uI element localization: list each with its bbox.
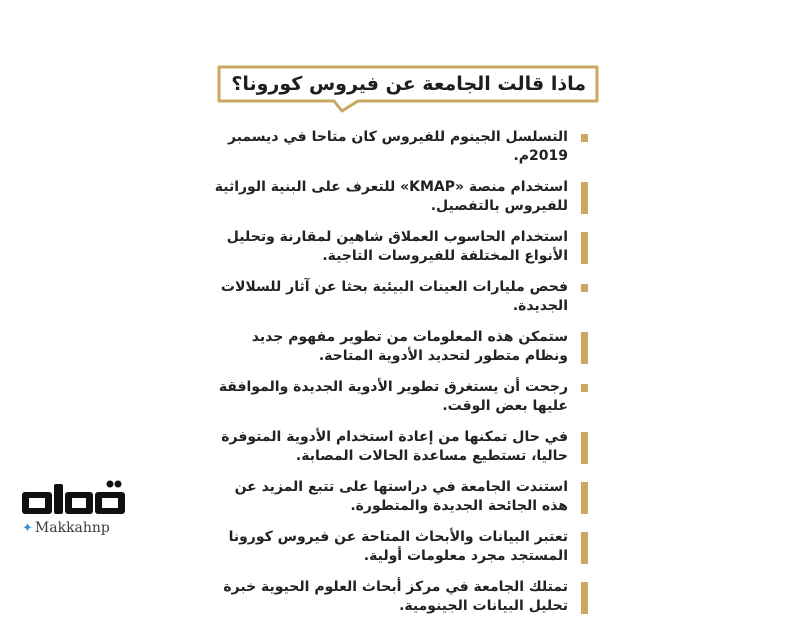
- list-item: [208, 478, 588, 516]
- item-text: ستمكن هذه المعلومات من تطوير مفهوم جديد ونظام متطور لتحديد الأدوية المتاحة.: [251, 329, 568, 364]
- title-bubble: [216, 64, 600, 104]
- makkah-logo: [20, 478, 140, 540]
- item-text: استخدام الحاسوب العملاق شاهين لمقارنة وتحليل الأنواع المختلفة للفيروسات التاجية.: [226, 229, 568, 264]
- twitter-handle: [22, 520, 110, 536]
- item-text: تعتبر البيانات والأبحاث المتاحة عن فيروس كورونا المستجد مجرد معلومات أولية.: [228, 529, 568, 564]
- list-item: [208, 428, 588, 466]
- handle-text: Makkahnp: [34, 520, 110, 536]
- list-item: [208, 228, 588, 266]
- list-item: [208, 178, 588, 216]
- item-text: تمتلك الجامعة في مركز أبحاث العلوم الحيوية خبرة تحليل البيانات الجينومية.: [223, 579, 568, 614]
- item-text: فحص مليارات العينات البيئية بحثا عن آثار للسلالات الجديدة.: [220, 279, 568, 314]
- bullet-bar: [581, 482, 588, 514]
- bullet-bar: [581, 432, 588, 464]
- bullet-bar: [581, 332, 588, 364]
- list-item: [208, 328, 588, 366]
- bullet-bar: [581, 134, 588, 142]
- item-text: في حال تمكنها من إعادة استخدام الأدوية المتوفرة حاليا، تستطيع مساعدة الحالات المصابة.: [221, 429, 568, 464]
- list-item: [208, 378, 588, 416]
- bullet-bar: [581, 582, 588, 614]
- bullet-bar: [581, 284, 588, 292]
- bullet-bar: [581, 182, 588, 214]
- bullet-bar: [581, 384, 588, 392]
- twitter-bird-icon: ✦: [22, 521, 33, 536]
- item-text: استخدام منصة «KMAP» للتعرف على البنية الوراثية للفيروس بالتفصيل.: [214, 179, 568, 214]
- facts-list: [208, 128, 588, 628]
- makkah-logo-glyph: [20, 478, 130, 520]
- page-title: ماذا قالت الجامعة عن فيروس كورونا؟: [231, 73, 586, 95]
- list-item: [208, 278, 588, 316]
- list-item: [208, 528, 588, 566]
- bullet-bar: [581, 232, 588, 264]
- item-text: استندت الجامعة في دراستها على تتبع المزيد عن هذه الجائحة الجديدة والمتطورة.: [234, 479, 568, 514]
- item-text: رجحت أن يستغرق تطوير الأدوية الجديدة والموافقة عليها بعض الوقت.: [218, 379, 568, 414]
- list-item: [208, 128, 588, 166]
- bullet-bar: [581, 532, 588, 564]
- list-item: [208, 578, 588, 616]
- item-text: التسلسل الجينوم للفيروس كان متاحا في ديسمبر 2019م.: [228, 129, 568, 164]
